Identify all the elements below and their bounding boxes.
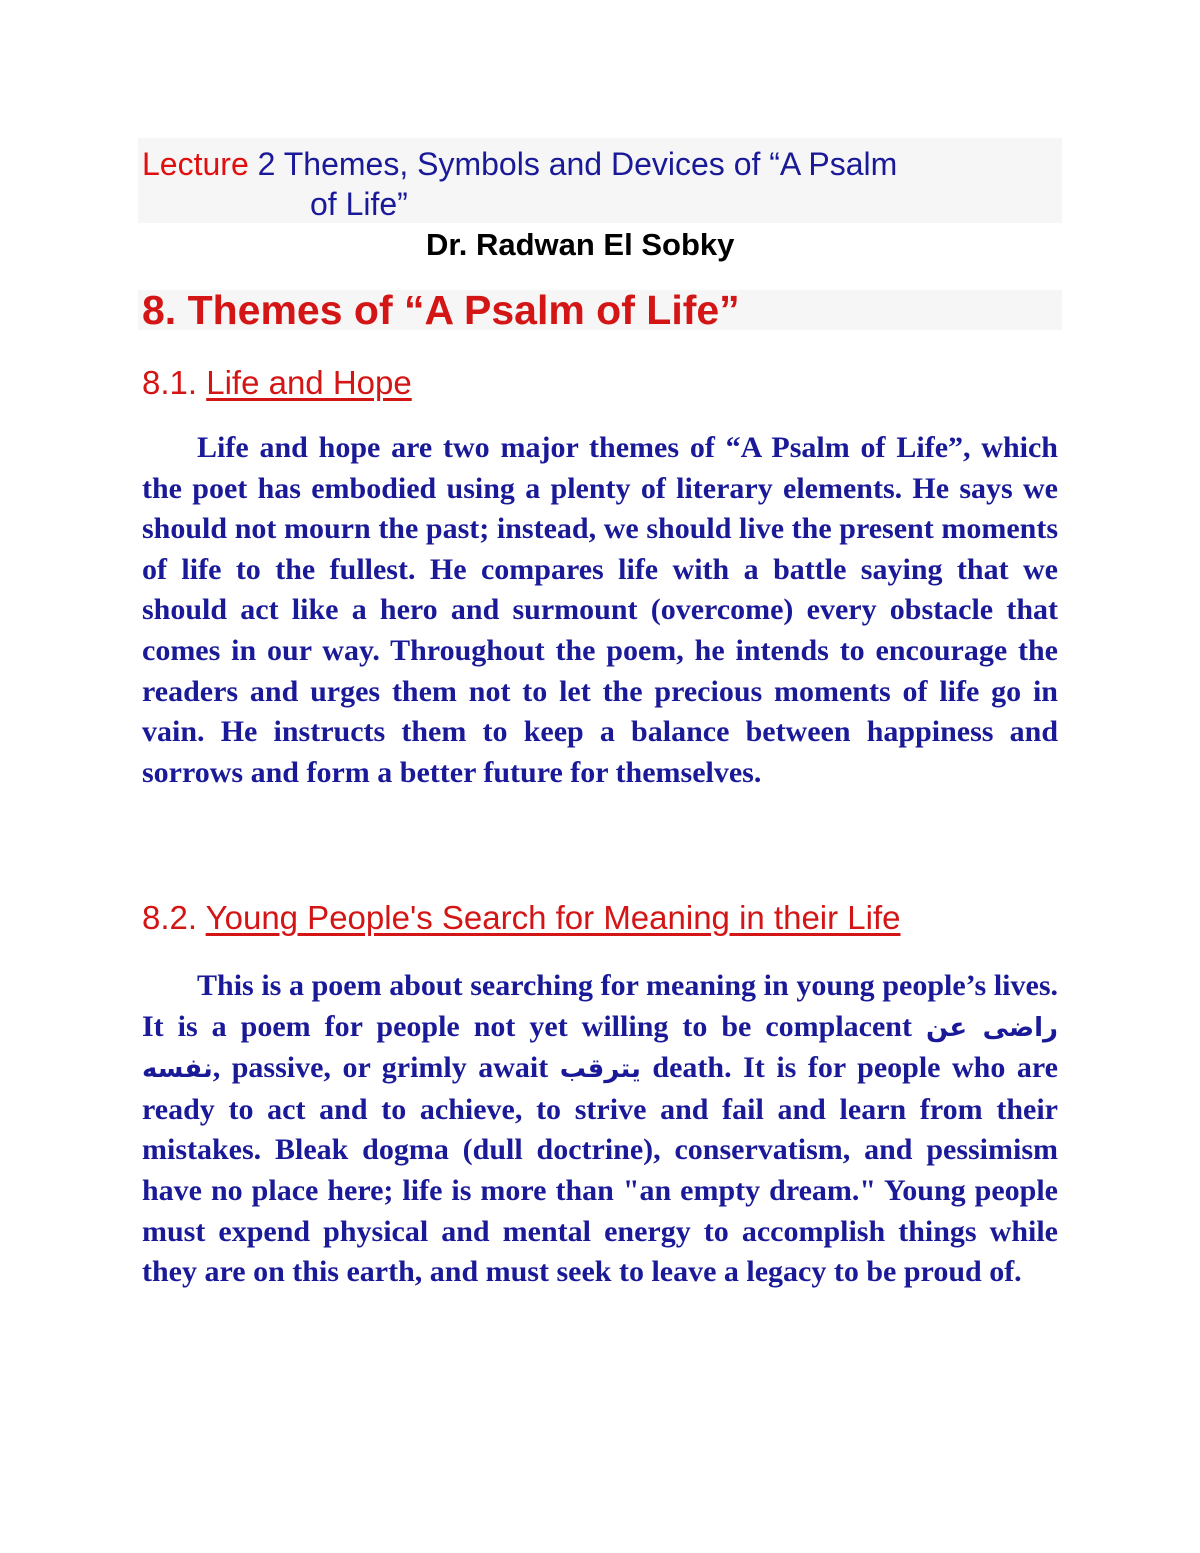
paragraph-text: This is a poem about searching for meaning in young people’s lives. It is a poem for people not yet willing to be complacent <box>142 969 1058 1043</box>
subsection-title: Life and Hope <box>206 364 412 401</box>
paragraph-life-and-hope: Life and hope are two major themes of “A Psalm of Life”, which the poet has embodied using a plenty of literary elements. He says we should not mourn the past; instead, we should live the present moments of life to the fullest. He compares life with a battle saying that we should act like a hero and surmount (overcome) every obstacle that comes in our way. Throughout the poem, he intends to encourage the readers and urges them not to let the precious moments of life go in vain. He instructs them to keep a balance between happiness and sorrows and form a better future for themselves. <box>142 431 1058 789</box>
lecture-title-line-2: of Life” <box>310 186 408 222</box>
lecture-title-text: 2 Themes, Symbols and Devices of “A Psalm <box>248 146 898 182</box>
section-heading: 8. Themes of “A Psalm of Life” <box>142 287 740 333</box>
subsection-heading-life-and-hope <box>142 362 412 404</box>
paragraph-text: , passive, or grimly await <box>212 1051 560 1085</box>
lecture-word: Lecture <box>142 146 249 182</box>
paragraph-young-people <box>142 966 1058 1293</box>
author-name: Dr. Radwan El Sobky <box>426 227 735 262</box>
subsection-title: Young People's Search for Meaning in their Life <box>205 899 901 936</box>
lecture-title <box>142 144 1042 224</box>
arabic-gloss: راضى عن نفسه <box>142 1012 1058 1085</box>
arabic-gloss: يترقب <box>559 1054 641 1085</box>
lecture-title-line-1 <box>142 144 1042 184</box>
subsection-number: 8.1. <box>142 364 207 401</box>
subsection-number: 8.2. <box>142 899 206 936</box>
subsection-heading-young-people <box>142 897 901 939</box>
paragraph-text: death. It is for people who are ready to act and to achieve, to strive and fail and learn from their mistakes. Bleak dogma (dull doctrine), conservatism, and pessimism have no place here; life is more than "an empty dream." Young people must expend physical and mental energy to accomplish things while they are on this earth, and must seek to leave a legacy to be proud of. <box>142 1051 1058 1289</box>
